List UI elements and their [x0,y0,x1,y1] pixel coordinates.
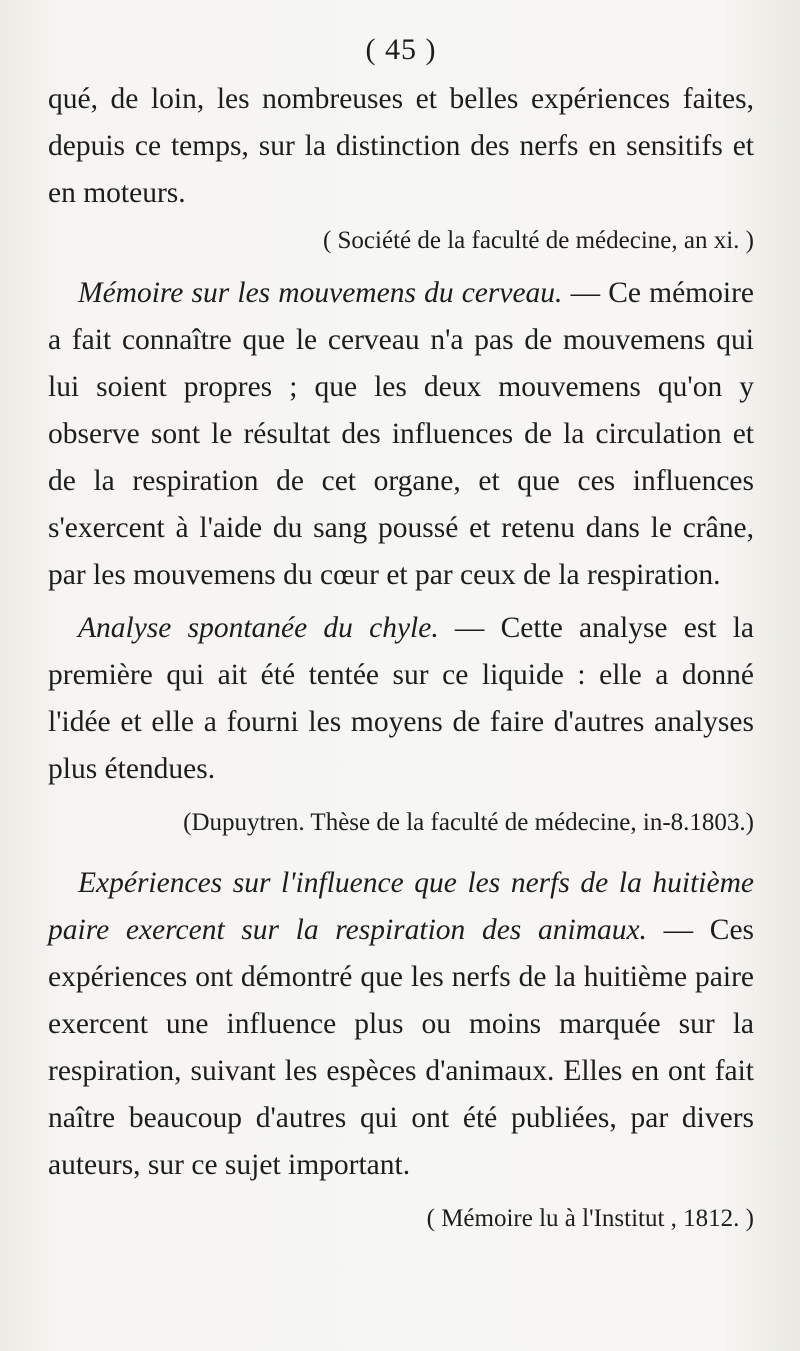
source-citation: ( Société de la faculté de médecine, an xi. ) [322,227,754,254]
paragraph-body: — Ce mémoire a fait connaître que le cerveau n'a pas de mouvemens qui lui soient propres ; que les deux mouvemens qu'on y observe sont le résultat des influences de la circulation et de la respiration de cet organe, et que ces influences s'exercent à l'aide du sang poussé et retenu dans le crâne, par les mouvemens du cœur et par ceux de la respiration. [48,277,754,591]
paragraph-chyle [48,605,754,793]
paragraph-body: — Ces expériences ont démontré que les nerfs de la huitième paire exercent une influence plus ou moins marquée sur la respiration, suivant les espèces d'animaux. Elles en ont fait naître beaucoup d'autres qui ont été publiées, par divers auteurs, sur ce sujet important. [48,914,755,1181]
paragraph-body: — Cette analyse est la première qui ait été tentée sur ce liquide : elle a donné l'idée et elle a fourni les moyens de faire d'autres analyses plus étendues. [48,612,754,785]
paragraph-title: Expériences sur l'influence que les nerfs de la huitième paire exercent sur la respiration des animaux. [48,867,754,946]
page-number: ( 45 ) [365,33,437,66]
paragraph-huitieme-paire [48,860,754,1189]
paragraph-continuation: qué, de loin, les nombreuses et belles expériences faites, depuis ce temps, sur la distinction des nerfs en sensitifs et en moteurs. [48,83,754,209]
source-citation: ( Mémoire lu à l'Institut , 1812. ) [426,1205,754,1232]
page-content [48,24,754,1242]
paragraph-title: Mémoire sur les mouvemens du cerveau. [78,277,563,309]
paragraph-title: Analyse spontanée du chyle. [78,612,439,644]
paragraph-cerveau [48,270,754,599]
source-citation: (Dupuytren. Thèse de la faculté de médecine, in-8.1803.) [183,809,754,836]
